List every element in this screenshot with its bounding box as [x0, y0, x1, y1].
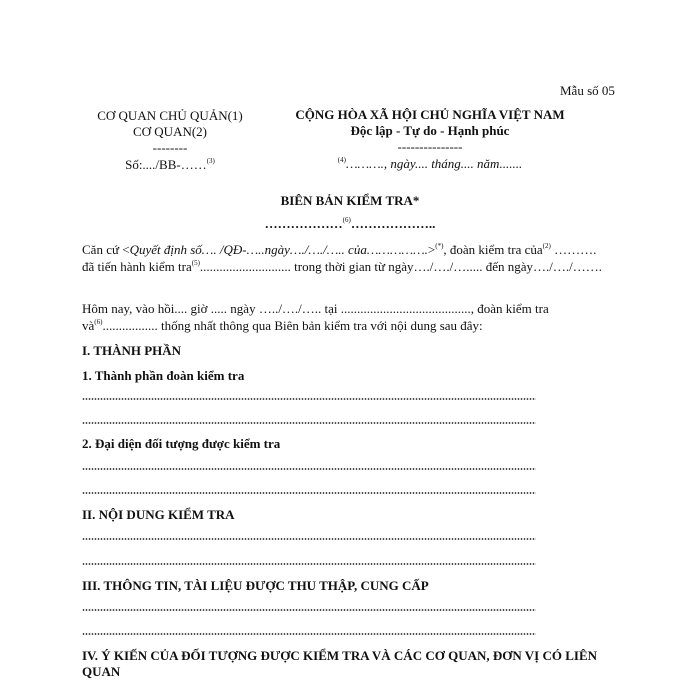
- national-name: CỘNG HÒA XÃ HỘI CHỦ NGHĨA VIỆT NAM: [295, 107, 565, 122]
- header-left-divider: --------: [152, 140, 188, 155]
- section-information-heading: III. THÔNG TIN, TÀI LIỆU ĐƯỢC THU THẬP, CUNG CẤP: [82, 578, 429, 593]
- meeting-paragraph: Hôm nay, vào hồi.... giờ ..... ngày …../…./….. tại ........................................, đoàn kiểm tra $và^{(6)}$................. thống nhất thông qua Biên bản kiểm tra với nội dung sau đây:: [82, 301, 549, 333]
- section-composition-heading: I. THÀNH PHẦN: [82, 343, 182, 358]
- dotted-fill-line: [82, 468, 536, 470]
- document-subtitle: ………………$^{(6)}$………………..: [264, 216, 436, 231]
- header-left: [80, 108, 260, 173]
- document-number: Số:..../BB-……$^{(3)}$: [125, 157, 215, 172]
- agency-name: CƠ QUAN(2): [132, 124, 208, 139]
- governing-agency: CƠ QUAN CHỦ QUẢN(1): [97, 108, 243, 123]
- dotted-fill-line: [82, 398, 536, 400]
- header-right: [270, 107, 590, 172]
- section-opinions-heading: IV. Ý KIẾN CỦA ĐỐI TƯỢNG ĐƯỢC KIỂM TRA VÀ CÁC CƠ QUAN, ĐƠN VỊ CÓ LIÊN QUAN: [82, 648, 598, 679]
- form-number: Mẫu số 05: [560, 83, 615, 98]
- basis-paragraph: Căn cứ <Quyết định số…. /QĐ-…..ngày…./…./….. của…………….>(*), đoàn kiểm tra của$^{(2)}$ ………. đã tiến hành kiểm tra$^{(5)}$............................ trong thời gian từ ngày…./…./…..... đến ngày…./…./…….: [82, 242, 603, 274]
- section-inspection-content-heading: II. NỘI DUNG KIỂM TRA: [82, 507, 235, 522]
- subsection-inspection-team-heading: 1. Thành phần đoàn kiểm tra: [82, 368, 245, 383]
- header-right-divider: ---------------: [397, 139, 463, 154]
- dotted-fill-line: [82, 563, 536, 565]
- dotted-fill-line: [82, 538, 536, 540]
- dotted-fill-line: [82, 492, 536, 494]
- national-motto: Độc lập - Tự do - Hạnh phúc: [350, 123, 510, 138]
- document-title: BIÊN BẢN KIỂM TRA*: [280, 193, 420, 208]
- dotted-fill-line: [82, 633, 536, 635]
- dotted-fill-line: [82, 609, 536, 611]
- place-date: $^{(4)}$………., ngày.... tháng.... năm.......: [337, 156, 523, 171]
- subsection-inspected-party-heading: 2. Đại diện đối tượng được kiểm tra: [82, 436, 281, 451]
- dotted-fill-line: [82, 422, 536, 424]
